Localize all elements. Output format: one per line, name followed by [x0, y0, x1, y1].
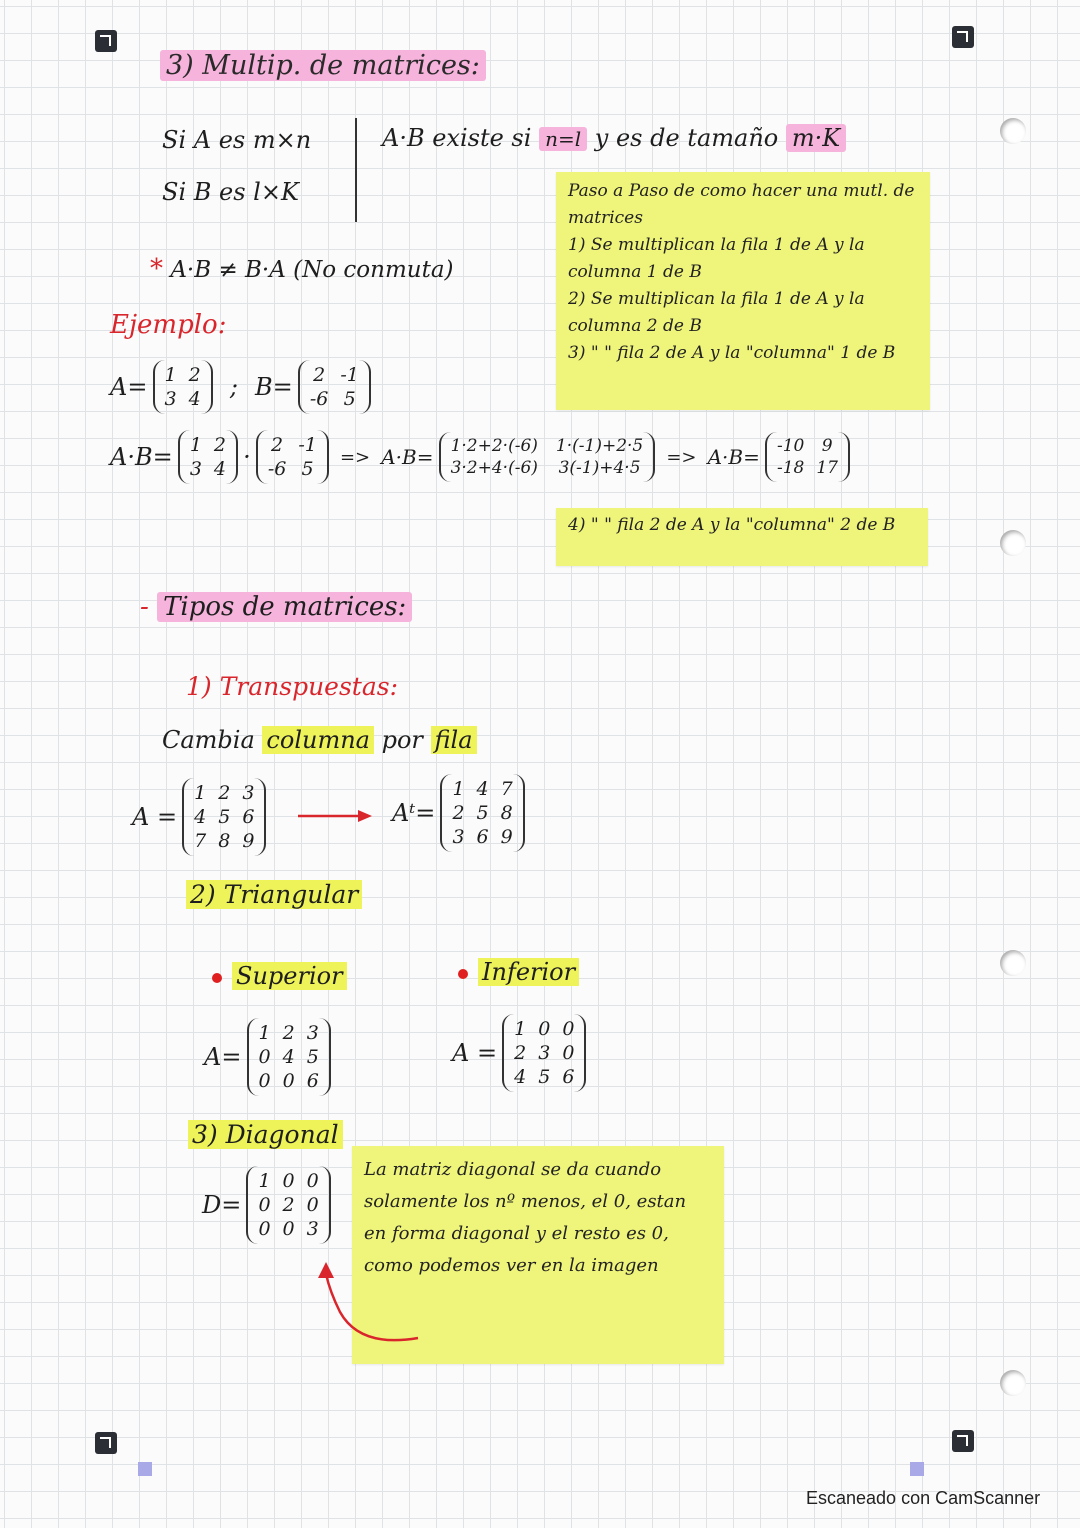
transpose-result: Aᵗ= 1 4 7 2 5 8 3 6 9: [392, 774, 525, 852]
condition-a: Si A es m×n: [162, 126, 312, 154]
curved-arrow-icon: [300, 1262, 430, 1352]
diagonal-title: 3) Diagonal: [188, 1120, 343, 1149]
step-3: 3) " " fila 2 de A y la "columna" 1 de B: [568, 343, 896, 363]
condition-b: Si B es l×K: [162, 178, 299, 206]
step-1: 1) Se multiplican la fila 1 de A y la columna 1 de B: [568, 235, 865, 282]
product-existence-rule: A·B existe si n=l y es de tamaño m·K: [382, 124, 846, 152]
noncommute-note: * A·B ≠ B·A (No conmuta): [150, 254, 454, 284]
step4-sticky-note: 4) " " fila 2 de A y la "columna" 2 de B: [556, 508, 928, 566]
purple-square-icon: [138, 1462, 152, 1476]
triangular-title: 2) Triangular: [186, 880, 362, 909]
matrix-a: 1 2 3 4: [153, 360, 213, 414]
product-expansion-row: A·B= 1 2 3 4 · 2 -1 -6 5 => A·B= 1·2+2·(-6) 1·(-1)+2·5 3·2+4·(-6) 3(-1)+4·5 => A·B= -10 9 -18 17: [110, 430, 850, 484]
transpose-example: A = 1 2 3 4 5 6 7 8 9: [132, 778, 266, 856]
types-title: - Tipos de matrices:: [140, 592, 412, 622]
example-matrices: A= 1 2 3 4 ; B= 2 -1 -6 5: [110, 360, 371, 414]
inferior-example: A = 1 0 0 2 3 0 4 5 6: [452, 1014, 586, 1092]
matrix-upper-triangular: 1 2 3 0 4 5 0 0 6: [247, 1018, 331, 1096]
matrix-product-expanded: 1·2+2·(-6) 1·(-1)+2·5 3·2+4·(-6) 3(-1)+4·5: [439, 432, 656, 482]
matrix-b: 2 -1 -6 5: [298, 360, 371, 414]
example-label: Ejemplo:: [110, 310, 227, 340]
inferior-title: Inferior: [458, 958, 579, 986]
matrix-a-copy: 1 2 3 4: [178, 430, 238, 484]
superior-example: A= 1 2 3 0 4 5 0 0 6: [204, 1018, 331, 1096]
binder-hole-icon: [1000, 530, 1026, 556]
transpose-title: 1) Transpuestas:: [186, 672, 398, 701]
steps-heading: Paso a Paso de como hacer una mutl. de matrices: [568, 181, 915, 228]
section-title-multiplication: 3) Multip. de matrices:: [160, 50, 486, 81]
superior-title: Superior: [212, 962, 347, 990]
scanner-watermark: Escaneado con CamScanner: [806, 1488, 1041, 1508]
diagonal-sticky-note: La matriz diagonal se da cuando solamente los nº menos, el 0, estan en forma diagonal y el resto es 0, como podemos ver en la imagen: [352, 1146, 724, 1364]
corner-mark-icon: [95, 1432, 117, 1454]
matrix-diagonal: 1 0 0 0 2 0 0 0 3: [246, 1166, 330, 1244]
corner-mark-icon: [952, 26, 974, 48]
transpose-description: Cambia columna por fila: [162, 726, 477, 754]
step-2: 2) Se multiplican la fila 1 de A y la columna 2 de B: [568, 289, 865, 336]
matrix-b-copy: 2 -1 -6 5: [256, 430, 329, 484]
diagonal-example: D= 1 0 0 0 2 0 0 0 3: [202, 1166, 331, 1244]
brace-divider: [355, 118, 357, 222]
corner-mark-icon: [95, 30, 117, 52]
corner-mark-icon: [952, 1430, 974, 1452]
binder-hole-icon: [1000, 950, 1026, 976]
matrix-lower-triangular: 1 0 0 2 3 0 4 5 6: [502, 1014, 586, 1092]
purple-square-icon: [910, 1462, 924, 1476]
binder-hole-icon: [1000, 118, 1026, 144]
matrix-a-transpose: 1 4 7 2 5 8 3 6 9: [440, 774, 524, 852]
binder-hole-icon: [1000, 1370, 1026, 1396]
matrix-a-3x3: 1 2 3 4 5 6 7 8 9: [182, 778, 266, 856]
steps-sticky-note: [556, 172, 930, 410]
matrix-product-result: -10 9 -18 17: [765, 432, 850, 482]
arrow-right-icon: [296, 806, 376, 826]
